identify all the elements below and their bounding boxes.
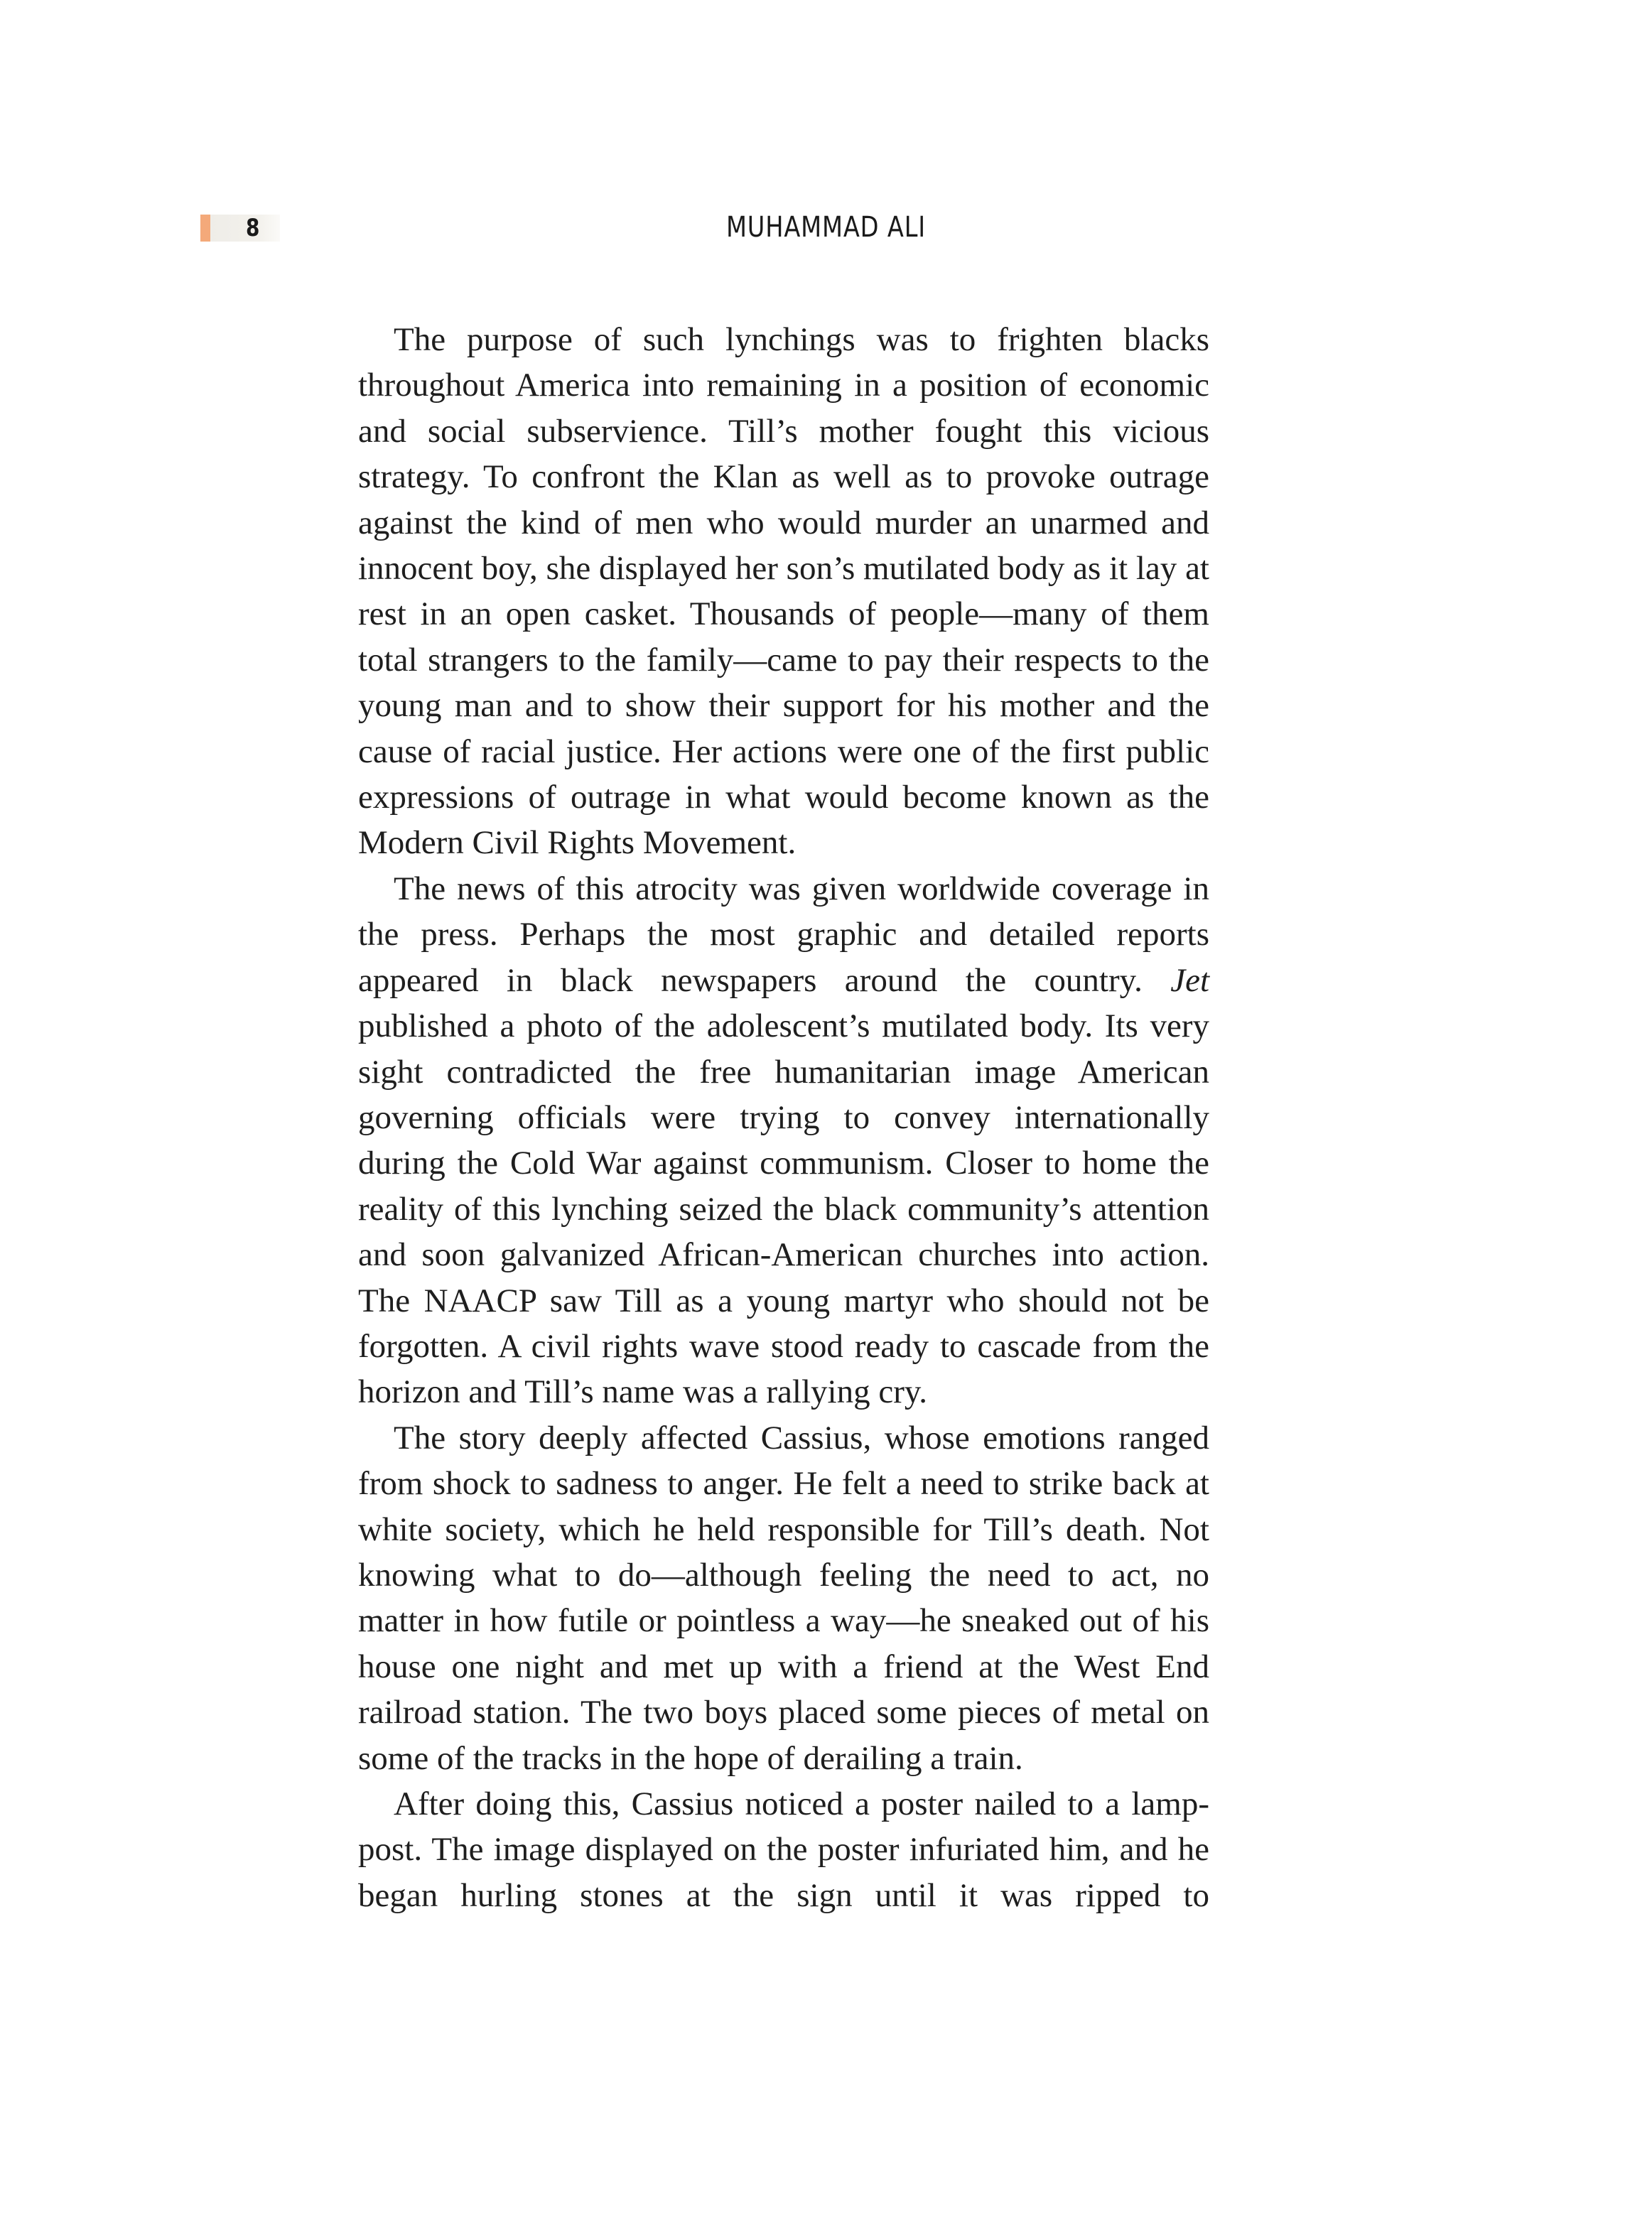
- paragraph-3: The story deeply affected Cassius, whose emotions ranged from shock to sadness to anger. He felt a need to strike back at white society, which he held responsible for Till’s death. Not knowing what to do—although feeling the need to act, no matter in how futile or pointless a way—he sneaked out of his house one night and met up with a friend at the West End railroad station. The two boys placed some pieces of metal on some of the tracks in the hope of derailing a train.: [358, 1419, 1209, 1777]
- publication-title-jet: Jet: [1170, 961, 1209, 999]
- paragraph-1: The purpose of such lynchings was to frighten blacks throughout America into remaining in a position of economic and social subservience. Till’s mother fought this vicious strategy. To confront the Klan as well as to provoke outrage against the kind of men who would murder an unarmed and innocent boy, she displayed her son’s mutilated body as it lay at rest in an open casket. Thousands of people—many of them total strangers to the family—came to pay their respects to the young man and to show their support for his mother and the cause of racial justice. Her actions were one of the first public expressions of outrage in what would become known as the Modern Civil Rights Movement.: [358, 321, 1209, 862]
- running-head-title: MUHAMMAD ALI: [725, 211, 927, 244]
- paragraph-2: [358, 866, 1209, 1415]
- paragraph-2-text-before: The news of this atrocity was given worldwide coverage in the press. Perhaps the most graphic and detailed reports appeared in black newspapers around the country.: [358, 870, 1209, 999]
- paragraph-2-text-after: published a photo of the adolescent’s mutilated body. Its very sight contradicted the free humanitarian image American governing officials were trying to convey internationally during the Cold War against communism. Closer to home the reality of this lynching seized the black community’s attention and soon galvanized African-American churches into action. The NAACP saw Till as a young martyr who should not be forgotten. A civil rights wave stood ready to cascade from the horizon and Till’s name was a rallying cry.: [358, 1007, 1209, 1411]
- body-text: [358, 317, 1209, 1918]
- page-header: [0, 206, 1652, 249]
- paragraph-4: After doing this, Cassius noticed a poster nailed to a lamp-post. The image displayed on the poster infuriated him, and he began hurling stones at the sign until it was ripped to: [358, 1785, 1209, 1914]
- page-number: 8: [246, 214, 260, 242]
